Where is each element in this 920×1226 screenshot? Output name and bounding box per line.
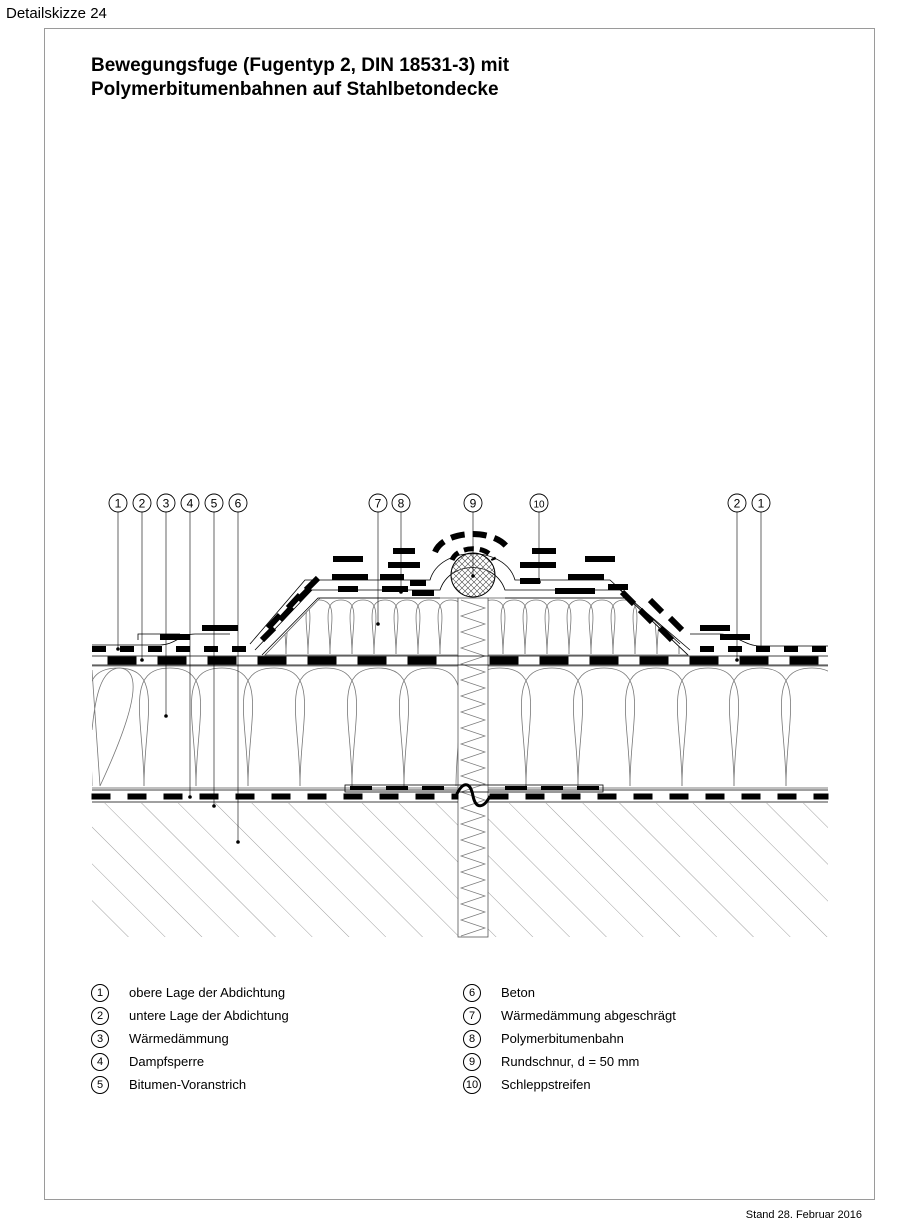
callout-number: 5 [210, 496, 218, 511]
callout-number: 1 [114, 496, 122, 511]
title-line-2: Polymerbitumenbahnen auf Stahlbetondecke [91, 79, 499, 100]
callout-number: 7 [374, 496, 382, 511]
title-line-1: Bewegungsfuge (Fugentyp 2, DIN 18531-3) mit [91, 55, 510, 76]
insulation-layer [76, 668, 461, 786]
callout-bubble [530, 494, 548, 584]
callout-number: 8 [397, 496, 405, 511]
callout-number: 1 [757, 496, 765, 511]
callout-bubble [109, 494, 127, 651]
callout-number: 6 [234, 496, 242, 511]
callout-number: 2 [138, 496, 146, 511]
callout-number: 9 [469, 496, 477, 511]
callout-number: 3 [162, 496, 170, 511]
concrete-slab [92, 803, 458, 937]
revision-date: Stand 28. Februar 2016 [745, 1209, 862, 1221]
callout-bubble [369, 494, 387, 626]
callout-bubble [157, 494, 175, 718]
insulation-layer-right [469, 668, 842, 786]
concrete-slab-right [488, 803, 828, 937]
callout-number: 2 [733, 496, 741, 511]
callout-number: 10 [533, 499, 545, 511]
callout-bubble [133, 494, 151, 662]
callout-bubble [752, 494, 770, 651]
callout-number: 4 [186, 496, 194, 511]
sheet-label: Detailskizze 24 [6, 5, 107, 22]
